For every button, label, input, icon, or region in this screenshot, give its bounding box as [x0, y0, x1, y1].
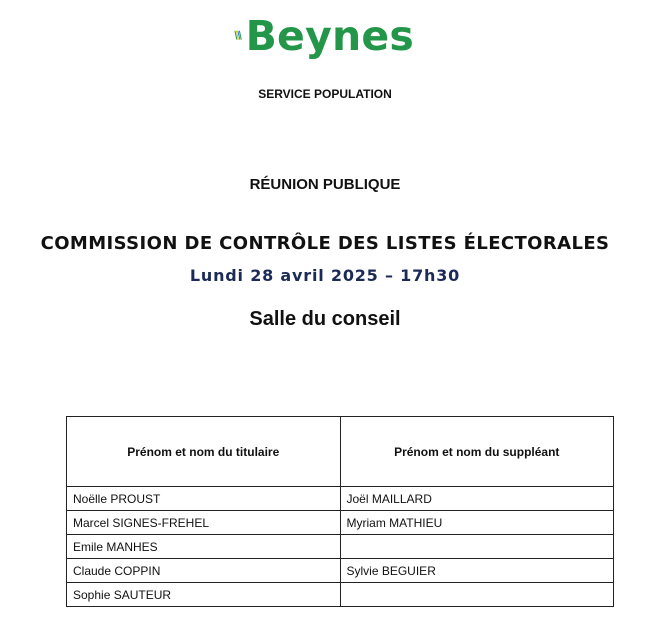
- column-header-titulaire: Prénom et nom du titulaire: [67, 417, 341, 487]
- suppleant-cell: [340, 583, 614, 607]
- suppleant-cell: Sylvie BEGUIER: [340, 559, 614, 583]
- meeting-type: RÉUNION PUBLIQUE: [249, 176, 401, 193]
- meeting-room: Salle du conseil: [249, 308, 401, 330]
- titulaire-cell: Emile MANHES: [67, 535, 341, 559]
- logo-stripes-icon: [234, 9, 242, 63]
- logo-wordmark: Beynes: [245, 12, 414, 60]
- titulaire-cell: Marcel SIGNES-FREHEL: [67, 511, 341, 535]
- table-header-row: [67, 417, 614, 487]
- titulaire-cell: Noëlle PROUST: [67, 487, 341, 511]
- page-title: COMMISSION DE CONTRÔLE DES LISTES ÉLECTORALES: [40, 233, 610, 254]
- titulaire-cell: Claude COPPIN: [67, 559, 341, 583]
- suppleant-cell: Joël MAILLARD: [340, 487, 614, 511]
- column-header-suppleant: Prénom et nom du suppléant: [340, 417, 614, 487]
- table-row: [67, 583, 614, 607]
- table-row: [67, 535, 614, 559]
- table-row: [67, 487, 614, 511]
- members-table: [66, 416, 614, 607]
- table-row: [67, 559, 614, 583]
- meeting-date: Lundi 28 avril 2025 – 17h30: [189, 266, 461, 285]
- suppleant-cell: [340, 535, 614, 559]
- table-row: [67, 511, 614, 535]
- suppleant-cell: Myriam MATHIEU: [340, 511, 614, 535]
- service-label: SERVICE POPULATION: [258, 87, 392, 101]
- beynes-logo: [234, 9, 414, 65]
- titulaire-cell: Sophie SAUTEUR: [67, 583, 341, 607]
